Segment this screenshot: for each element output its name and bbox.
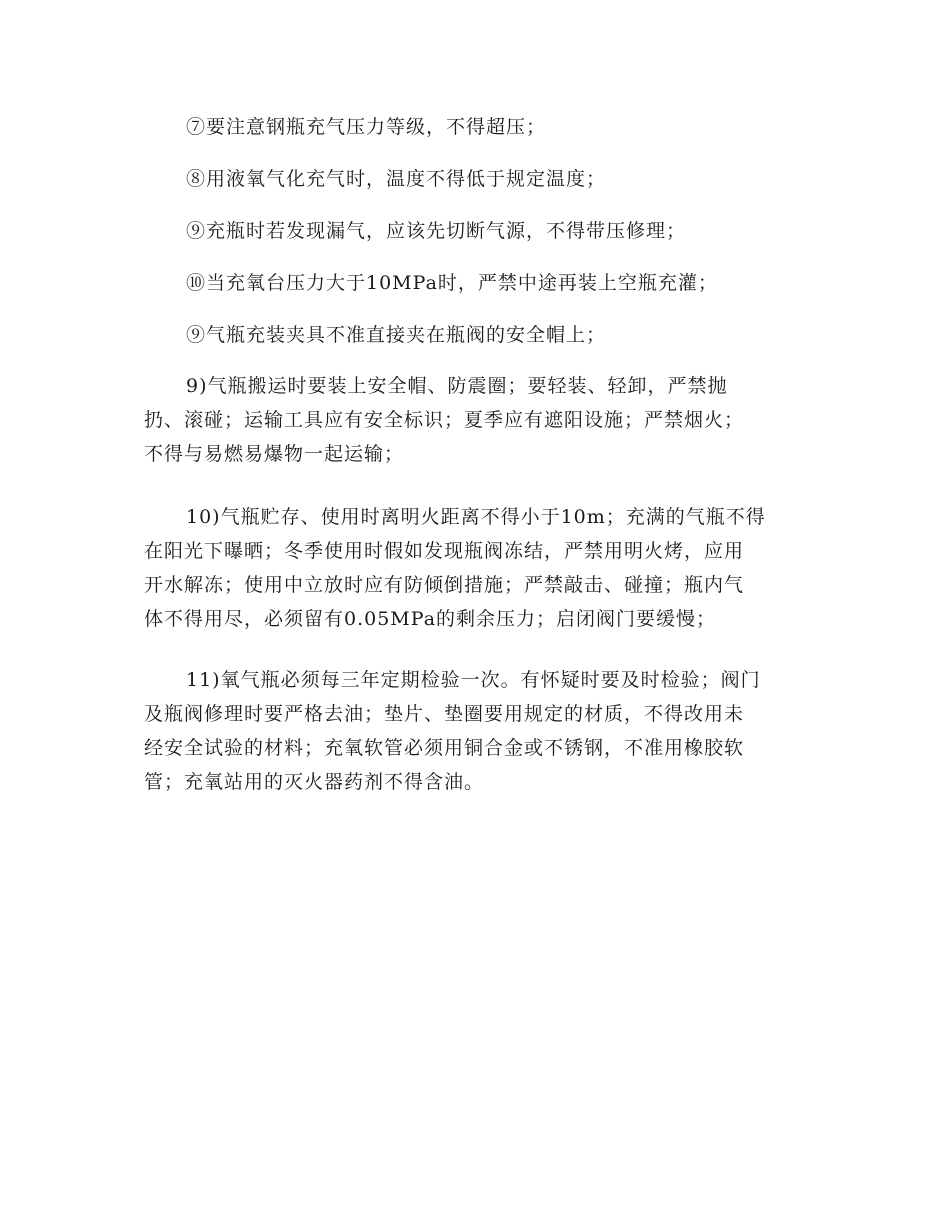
paragraph-line: 体不得用尽，必须留有0.05MPa的剩余压力；启闭阀门要缓慢； xyxy=(144,608,717,630)
paragraph-line: 在阳光下曝晒；冬季使用时假如发现瓶阀冻结，严禁用明火烤，应用 xyxy=(144,540,745,562)
paragraph-line: 管；充氧站用的灭火器药剂不得含油。 xyxy=(144,771,485,793)
paragraph-10 xyxy=(144,500,808,636)
paragraph-line: 11)氧气瓶必须每三年定期检验一次。有怀疑时要及时检验；阀门 xyxy=(186,669,761,691)
paragraph-11 xyxy=(144,663,808,799)
paragraph-line: 不得与易燃易爆物一起运输； xyxy=(144,443,405,465)
paragraph-line: 经安全试验的材料；充氧软管必须用铜合金或不锈钢，不准用橡胶软 xyxy=(144,737,745,759)
paragraph-line: 扔、滚碰；运输工具应有安全标识；夏季应有遮阳设施；严禁烟火； xyxy=(144,409,745,431)
list-item-8: ⑧用液氧气化充气时，温度不得低于规定温度； xyxy=(186,168,607,190)
paragraph-line: 9)气瓶搬运时要装上安全帽、防震圈；要轻装、轻卸，严禁抛 xyxy=(186,375,728,397)
paragraph-line: 及瓶阀修理时要严格去油；垫片、垫圈要用规定的材质，不得改用未 xyxy=(144,703,745,725)
list-item-9: ⑨充瓶时若发现漏气，应该先切断气源，不得带压修理； xyxy=(186,220,687,242)
paragraph-9 xyxy=(144,369,808,471)
list-item-9-repeat: ⑨气瓶充装夹具不准直接夹在瓶阀的安全帽上； xyxy=(186,324,607,346)
list-item-10: ⑩当充氧台压力大于10MPa时，严禁中途再装上空瓶充灌； xyxy=(186,272,718,294)
list-item-7: ⑦要注意钢瓶充气压力等级，不得超压； xyxy=(186,116,547,138)
paragraph-line: 10)气瓶贮存、使用时离明火距离不得小于10m；充满的气瓶不得 xyxy=(186,506,766,528)
paragraph-line: 开水解冻；使用中立放时应有防倾倒措施；严禁敲击、碰撞；瓶内气 xyxy=(144,574,745,596)
